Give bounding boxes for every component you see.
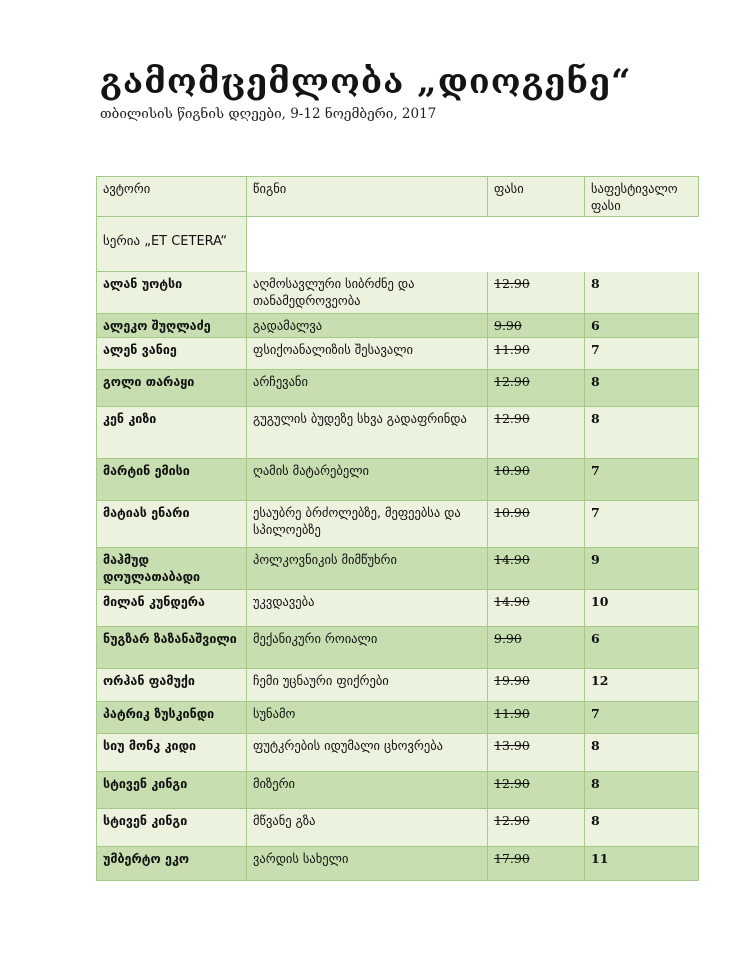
price-cell: 9.90	[488, 314, 585, 338]
table-row	[97, 669, 699, 702]
table-row	[97, 548, 699, 590]
author-cell: მარტინ ემისი	[97, 459, 247, 501]
book-cell: ფუტკრების იდუმალი ცხოვრება	[247, 734, 488, 772]
festival-price-cell: 7	[585, 501, 699, 548]
page-title: გამომცემლობა „დიოგენე“	[100, 62, 632, 102]
book-cell: მიზერი	[247, 772, 488, 809]
festival-price-cell: 7	[585, 702, 699, 734]
series-label: სერია „ET CETERA“	[97, 217, 247, 272]
table-body	[97, 272, 699, 881]
author-cell: ალენ ვანიე	[97, 338, 247, 370]
price-cell: 10.90	[488, 459, 585, 501]
book-cell: ღამის მატარებელი	[247, 459, 488, 501]
author-cell: მაჰმუდ დოულათაბადი	[97, 548, 247, 590]
festival-price-cell: 12	[585, 669, 699, 702]
table-row	[97, 734, 699, 772]
table-row	[97, 501, 699, 548]
table-row	[97, 407, 699, 459]
book-cell: მწვანე გზა	[247, 809, 488, 847]
festival-price-cell: 6	[585, 314, 699, 338]
price-cell: 14.90	[488, 590, 585, 627]
author-cell: პატრიკ ზუსკინდი	[97, 702, 247, 734]
price-cell: 12.90	[488, 772, 585, 809]
table-row	[97, 314, 699, 338]
festival-price-cell: 6	[585, 627, 699, 669]
festival-price-cell: 8	[585, 734, 699, 772]
table-row	[97, 338, 699, 370]
price-cell: 12.90	[488, 370, 585, 407]
author-cell: ნუგზარ ზაზანაშვილი	[97, 627, 247, 669]
festival-price-cell: 8	[585, 809, 699, 847]
table-row	[97, 370, 699, 407]
table-row	[97, 772, 699, 809]
price-cell: 12.90	[488, 272, 585, 314]
author-cell: მატიას ენარი	[97, 501, 247, 548]
page-subtitle: თბილისის წიგნის დღეები, 9-12 ნოემბერი, 2017	[100, 106, 437, 122]
author-cell: კენ კიზი	[97, 407, 247, 459]
festival-price-cell: 10	[585, 590, 699, 627]
author-cell: სტივენ კინგი	[97, 772, 247, 809]
table-row	[97, 809, 699, 847]
book-cell: ესაუბრე ბრძოლებზე, მეფეებსა და სპილოებზე	[247, 501, 488, 548]
author-cell: მილან კუნდერა	[97, 590, 247, 627]
price-cell: 19.90	[488, 669, 585, 702]
table-header-row	[97, 177, 699, 217]
book-cell: მექანიკური როიალი	[247, 627, 488, 669]
book-cell: უკვდავება	[247, 590, 488, 627]
festival-price-cell: 8	[585, 370, 699, 407]
price-cell: 11.90	[488, 338, 585, 370]
table-row	[97, 847, 699, 881]
price-cell: 14.90	[488, 548, 585, 590]
header-price: ფასი	[488, 177, 585, 217]
book-cell: გუგულის ბუდეზე სხვა გადაფრინდა	[247, 407, 488, 459]
price-table	[96, 176, 699, 881]
author-cell: ალან უოტსი	[97, 272, 247, 314]
festival-price-cell: 9	[585, 548, 699, 590]
price-cell: 13.90	[488, 734, 585, 772]
price-cell: 12.90	[488, 407, 585, 459]
festival-price-cell: 8	[585, 407, 699, 459]
series-row	[97, 217, 699, 272]
book-cell: პოლკოვნიკის მიმწუხრი	[247, 548, 488, 590]
book-cell: ვარდის სახელი	[247, 847, 488, 881]
festival-price-cell: 8	[585, 272, 699, 314]
author-cell: უმბერტო ეკო	[97, 847, 247, 881]
table-row	[97, 702, 699, 734]
festival-price-cell: 7	[585, 338, 699, 370]
price-cell: 11.90	[488, 702, 585, 734]
table-row	[97, 627, 699, 669]
author-cell: სიუ მონკ კიდი	[97, 734, 247, 772]
author-cell: ალეკო შუღლაძე	[97, 314, 247, 338]
price-cell: 12.90	[488, 809, 585, 847]
book-cell: არჩევანი	[247, 370, 488, 407]
table-row	[97, 459, 699, 501]
book-cell: ჩემი უცნაური ფიქრები	[247, 669, 488, 702]
festival-price-cell: 11	[585, 847, 699, 881]
book-cell: გადამალვა	[247, 314, 488, 338]
price-cell: 17.90	[488, 847, 585, 881]
author-cell: გოლი თარაყი	[97, 370, 247, 407]
price-cell: 9.90	[488, 627, 585, 669]
price-cell: 10.90	[488, 501, 585, 548]
book-cell: სუნამო	[247, 702, 488, 734]
header-festival-price: საფესტივალო ფასი	[585, 177, 699, 217]
series-blank	[247, 217, 699, 272]
book-cell: აღმოსავლური სიბრძნე და თანამედროვეობა	[247, 272, 488, 314]
festival-price-cell: 8	[585, 772, 699, 809]
book-cell: ფსიქოანალიზის შესავალი	[247, 338, 488, 370]
author-cell: სტივენ კინგი	[97, 809, 247, 847]
author-cell: ორჰან ფამუქი	[97, 669, 247, 702]
table-row	[97, 272, 699, 314]
header-book: წიგნი	[247, 177, 488, 217]
table-row	[97, 590, 699, 627]
header-author: ავტორი	[97, 177, 247, 217]
festival-price-cell: 7	[585, 459, 699, 501]
